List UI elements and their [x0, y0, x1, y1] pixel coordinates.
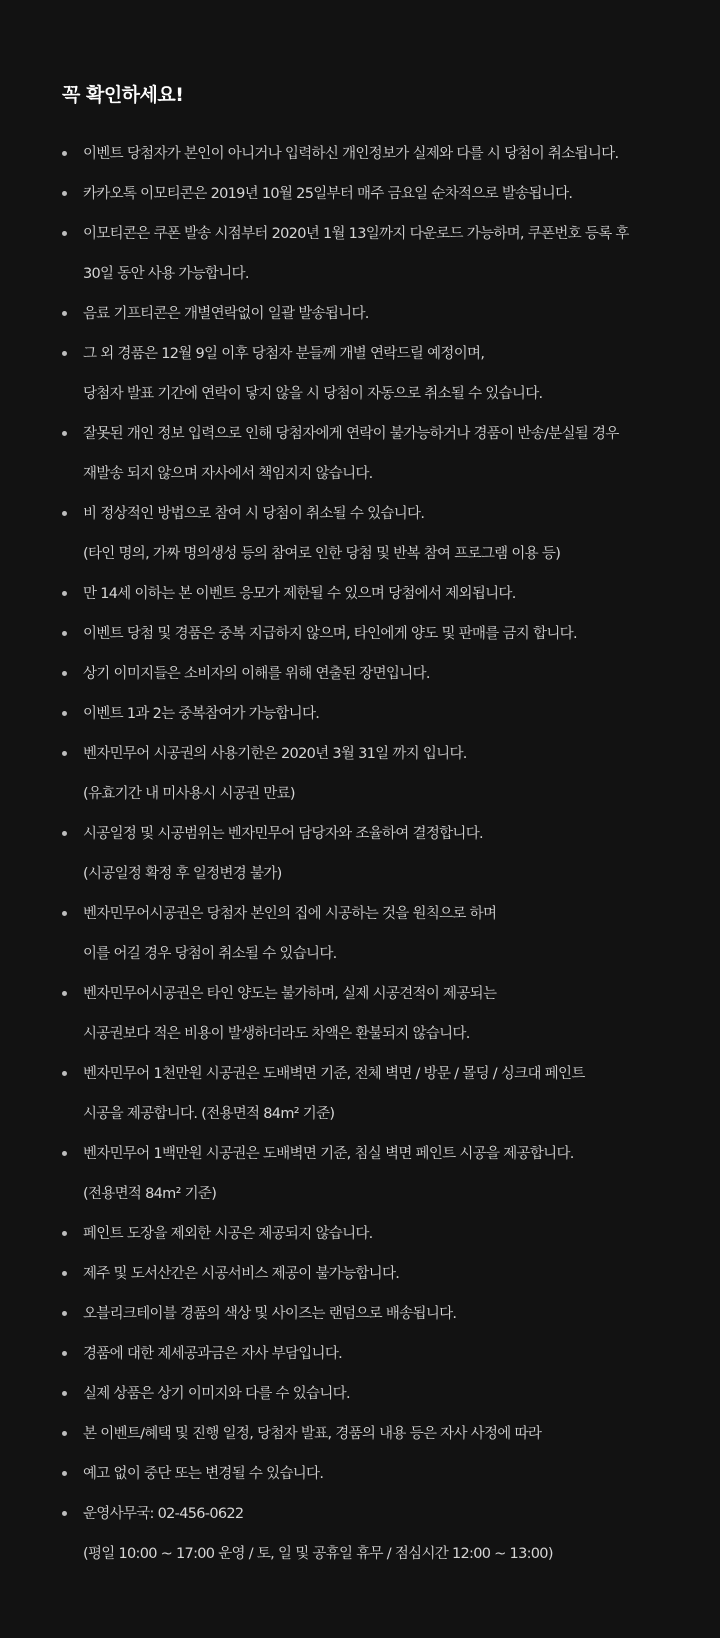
notice-text-continued: 30일 동안 사용 가능합니다. [83, 266, 249, 282]
notice-text: 본 이벤트/혜택 및 진행 일정, 당첨자 발표, 경품의 내용 등은 자사 사정에 따라 [83, 1426, 542, 1442]
notice-text: 운영사무국: 02-456-0622 [83, 1506, 244, 1522]
list-item [62, 296, 680, 336]
notice-text: 만 14세 이하는 본 이벤트 응모가 제한될 수 있으며 당첨에서 제외됩니다. [83, 586, 516, 602]
list-item [62, 1296, 680, 1336]
notice-text-continued: 재발송 되지 않으며 자사에서 책임지지 않습니다. [83, 466, 373, 482]
list-item [62, 1376, 680, 1416]
list-item [62, 736, 680, 816]
notice-list [62, 136, 680, 1576]
notice-text: 이벤트 당첨자가 본인이 아니거나 입력하신 개인정보가 실제와 다를 시 당첨이 취소됩니다. [83, 146, 619, 162]
notice-text-continued: 당첨자 발표 기간에 연락이 닿지 않을 시 당첨이 자동으로 취소될 수 있습니다. [83, 386, 543, 402]
list-item [62, 616, 680, 656]
notice-text: 상기 이미지들은 소비자의 이해를 위해 연출된 장면입니다. [83, 666, 430, 682]
notice-text-continued: (전용면적 84m² 기준) [83, 1186, 217, 1202]
list-item [62, 336, 680, 416]
notice-text: 그 외 경품은 12월 9일 이후 당첨자 분들께 개별 연락드릴 예정이며, [83, 346, 485, 362]
notice-text: 제주 및 도서산간은 시공서비스 제공이 불가능합니다. [83, 1266, 400, 1282]
notice-text-continued: 시공을 제공합니다. (전용면적 84m² 기준) [83, 1106, 335, 1122]
notice-text-continued: (평일 10:00 ~ 17:00 운영 / 토, 일 및 공휴일 휴무 / 점심시간 12:00 ~ 13:00) [83, 1546, 553, 1562]
notice-text: 이벤트 1과 2는 중복참여가 가능합니다. [83, 706, 320, 722]
list-item [62, 656, 680, 696]
notice-text: 벤자민무어시공권은 타인 양도는 불가하며, 실제 시공견적이 제공되는 [83, 986, 497, 1002]
notice-text: 벤자민무어 1백만원 시공권은 도배벽면 기준, 침실 벽면 페인트 시공을 제공합니다. [83, 1146, 574, 1162]
list-item [62, 576, 680, 616]
list-item [62, 136, 680, 176]
notice-text-continued: (시공일정 확정 후 일정변경 불가) [83, 866, 282, 882]
list-item [62, 1256, 680, 1296]
notice-text: 이모티콘은 쿠폰 발송 시점부터 2020년 1월 13일까지 다운로드 가능하며, 쿠폰번호 등록 후 [83, 226, 629, 242]
list-item [62, 416, 680, 496]
notice-text-continued: (유효기간 내 미사용시 시공권 만료) [83, 786, 295, 802]
list-item [62, 976, 680, 1056]
notice-text: 벤자민무어 1천만원 시공권은 도배벽면 기준, 전체 벽면 / 방문 / 몰딩 / 싱크대 페인트 [83, 1066, 585, 1082]
notice-text: 실제 상품은 상기 이미지와 다를 수 있습니다. [83, 1386, 350, 1402]
list-item [62, 1416, 680, 1456]
list-item [62, 496, 680, 576]
list-item [62, 1216, 680, 1256]
notice-text: 카카오톡 이모티콘은 2019년 10월 25일부터 매주 금요일 순차적으로 발송됩니다. [83, 186, 573, 202]
notice-text: 비 정상적인 방법으로 참여 시 당첨이 취소될 수 있습니다. [83, 506, 425, 522]
list-item [62, 896, 680, 976]
notice-text: 예고 없이 중단 또는 변경될 수 있습니다. [83, 1466, 324, 1482]
list-item [62, 216, 680, 296]
notice-text: 음료 기프티콘은 개별연락없이 일괄 발송됩니다. [83, 306, 369, 322]
list-item [62, 696, 680, 736]
notice-text: 잘못된 개인 정보 입력으로 인해 당첨자에게 연락이 불가능하거나 경품이 반송/분실될 경우 [83, 426, 619, 442]
list-item [62, 176, 680, 216]
notice-text-continued: 시공권보다 적은 비용이 발생하더라도 차액은 환불되지 않습니다. [83, 1026, 470, 1042]
notice-text-continued: (타인 명의, 가짜 명의생성 등의 참여로 인한 당첨 및 반복 참여 프로그램 이용 등) [83, 546, 561, 562]
notice-text: 페인트 도장을 제외한 시공은 제공되지 않습니다. [83, 1226, 373, 1242]
list-item [62, 1056, 680, 1136]
notice-text: 벤자민무어 시공권의 사용기한은 2020년 3월 31일 까지 입니다. [83, 746, 467, 762]
notice-text: 시공일정 및 시공범위는 벤자민무어 담당자와 조율하여 결정합니다. [83, 826, 483, 842]
list-item [62, 1336, 680, 1376]
notice-text-continued: 이를 어길 경우 당첨이 취소될 수 있습니다. [83, 946, 337, 962]
list-item [62, 1456, 680, 1496]
notice-title: 꼭 확인하세요! [62, 84, 184, 106]
list-item [62, 816, 680, 896]
list-item [62, 1136, 680, 1216]
notice-text: 경품에 대한 제세공과금은 자사 부담입니다. [83, 1346, 343, 1362]
list-item [62, 1496, 680, 1576]
notice-text: 벤자민무어시공권은 당첨자 본인의 집에 시공하는 것을 원칙으로 하며 [83, 906, 497, 922]
notice-text: 이벤트 당첨 및 경품은 중복 지급하지 않으며, 타인에게 양도 및 판매를 금지 합니다. [83, 626, 577, 642]
notice-text: 오블리크테이블 경품의 색상 및 사이즈는 랜덤으로 배송됩니다. [83, 1306, 457, 1322]
